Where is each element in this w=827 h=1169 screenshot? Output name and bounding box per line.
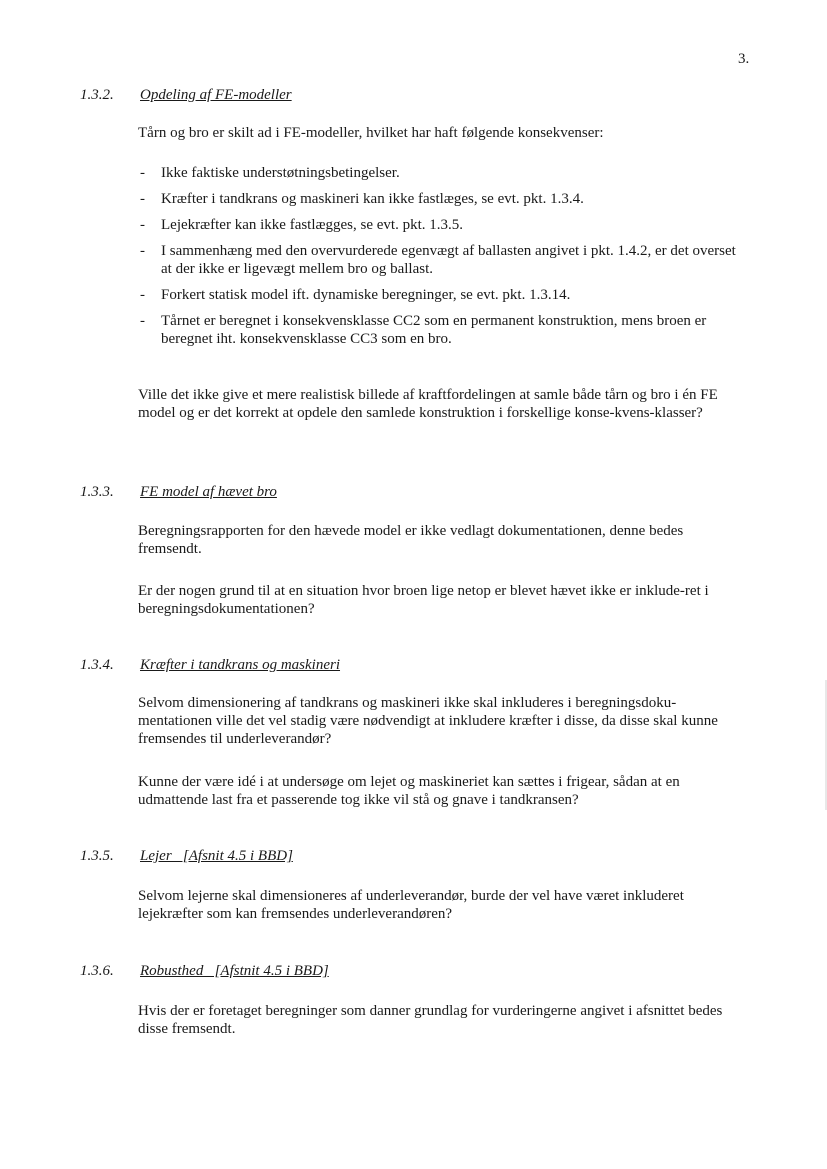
section-closing: Ville det ikke give et mere realistisk billede af kraftfordelingen at samle både tårn og bro i én FE model og er det korrekt at opdele den samlede konstruktion i forskellige konse-kvens-klasser? bbox=[138, 387, 718, 421]
section-number: 1.3.2. bbox=[80, 87, 114, 103]
section-title: Lejer [Afsnit 4.5 i BBD] bbox=[140, 848, 293, 864]
list-item: - Lejekræfter kan ikke fastlægges, se evt. pkt. 1.3.5. bbox=[140, 217, 464, 233]
section-number: 1.3.4. bbox=[80, 657, 114, 673]
section-number: 1.3.5. bbox=[80, 848, 114, 864]
section-paragraph: Selvom dimensionering af tandkrans og maskineri ikke skal inkluderes i beregningsdoku-mentationen ville det vel stadig være nødvendigt at inkludere kræfter i disse, da disse skal kunne fremsendes til underleverandør? bbox=[138, 695, 718, 747]
list-item: - Kræfter i tandkrans og maskineri kan ikke fastlæges, se evt. pkt. 1.3.4. bbox=[140, 191, 584, 207]
section-paragraph: Hvis der er foretaget beregninger som danner grundlag for vurderingerne angivet i afsnittet bedes disse fremsendt. bbox=[138, 1003, 723, 1037]
list-item: - I sammenhæng med den overvurderede egenvægt af ballasten angivet i pkt. 1.4.2, er det overset at der ikke er ligevægt mellem bro og ballast. bbox=[140, 243, 736, 277]
section-paragraph: Selvom lejerne skal dimensioneres af underleverandør, burde der vel have været inkluderet lejekræfter som kan fremsendes underleverandøren? bbox=[138, 888, 684, 922]
section-title: Opdeling af FE-modeller bbox=[140, 87, 292, 103]
list-item: - Ikke faktiske understøtningsbetingelser. bbox=[140, 165, 400, 181]
list-item: - Tårnet er beregnet i konsekvensklasse CC2 som en permanent konstruktion, mens broen er beregnet iht. konsekvensklasse CC3 som en bro. bbox=[140, 313, 707, 347]
bullet-list bbox=[140, 164, 750, 356]
section-number: 1.3.6. bbox=[80, 963, 114, 979]
section-paragraph: Er der nogen grund til at en situation hvor broen lige netop er blevet hævet ikke er inklude-ret i beregningsdokumentationen? bbox=[138, 583, 709, 617]
section-paragraph: Beregningsrapporten for den hævede model er ikke vedlagt dokumentationen, denne bedes fremsendt. bbox=[138, 523, 684, 557]
section-title: FE model af hævet bro bbox=[140, 484, 277, 500]
section-intro: Tårn og bro er skilt ad i FE-modeller, hvilket har haft følgende konsekvenser: bbox=[138, 125, 604, 141]
section-title: Robusthed [Afstnit 4.5 i BBD] bbox=[140, 963, 329, 979]
page-number: 3. bbox=[738, 51, 750, 67]
list-item: - Forkert statisk model ift. dynamiske beregninger, se evt. pkt. 1.3.14. bbox=[140, 287, 571, 303]
section-title: Kræfter i tandkrans og maskineri bbox=[140, 657, 341, 673]
section-number: 1.3.3. bbox=[80, 484, 114, 500]
section-paragraph: Kunne der være idé i at undersøge om lejet og maskineriet kan sættes i frigear, sådan at en udmattende last fra et passerende tog ikke vil stå og gnave i tandkransen? bbox=[138, 774, 680, 808]
